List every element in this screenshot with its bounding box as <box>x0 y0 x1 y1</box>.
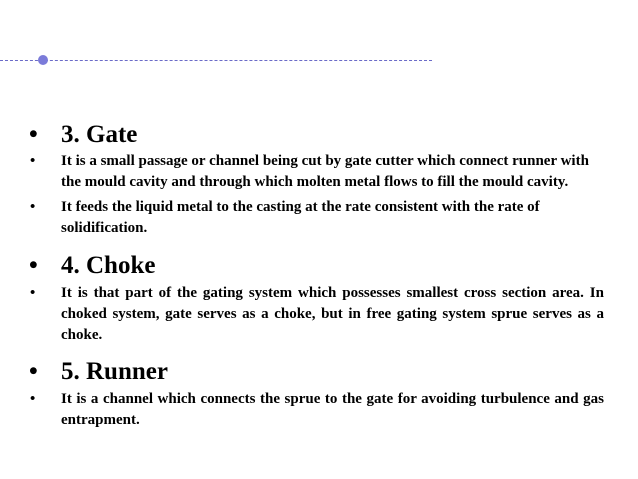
bullet-icon: • <box>30 199 36 215</box>
heading-text: 5. Runner <box>61 358 168 385</box>
decorative-dashed-line <box>0 60 432 61</box>
heading-text: 4. Choke <box>61 252 156 279</box>
paragraph-text: It is that part of the gating system which possesses smallest cross section area. In choked system, gate serves as a choke, but in free gating system sprue serves as a choke. <box>61 285 604 343</box>
list-item-gate-definition <box>29 151 604 193</box>
heading-text: 3. Gate <box>61 121 138 148</box>
bullet-icon: • <box>30 285 36 301</box>
list-item-gate-feeding <box>29 197 604 239</box>
bullet-icon: • <box>29 358 38 385</box>
paragraph-text: It is a channel which connects the sprue to the gate for avoiding turbulence and gas entrapment. <box>61 391 604 428</box>
list-item-choke-definition <box>29 283 604 346</box>
bullet-icon: • <box>30 391 36 407</box>
paragraph-text: It is a small passage or channel being cut by gate cutter which connect runner with the mould cavity and through which molten metal flows to fill the mould cavity. <box>61 153 589 190</box>
heading-gate <box>29 120 604 149</box>
list-item-runner-definition <box>29 389 604 431</box>
paragraph-text: It feeds the liquid metal to the casting at the rate consistent with the rate of solidification. <box>61 199 540 236</box>
bullet-icon: • <box>30 153 36 169</box>
bullet-icon: • <box>29 121 38 148</box>
bullet-icon: • <box>29 252 38 279</box>
decorative-dot-icon <box>38 55 48 65</box>
heading-runner <box>29 357 604 386</box>
heading-choke <box>29 251 604 280</box>
slide-content <box>29 120 604 431</box>
